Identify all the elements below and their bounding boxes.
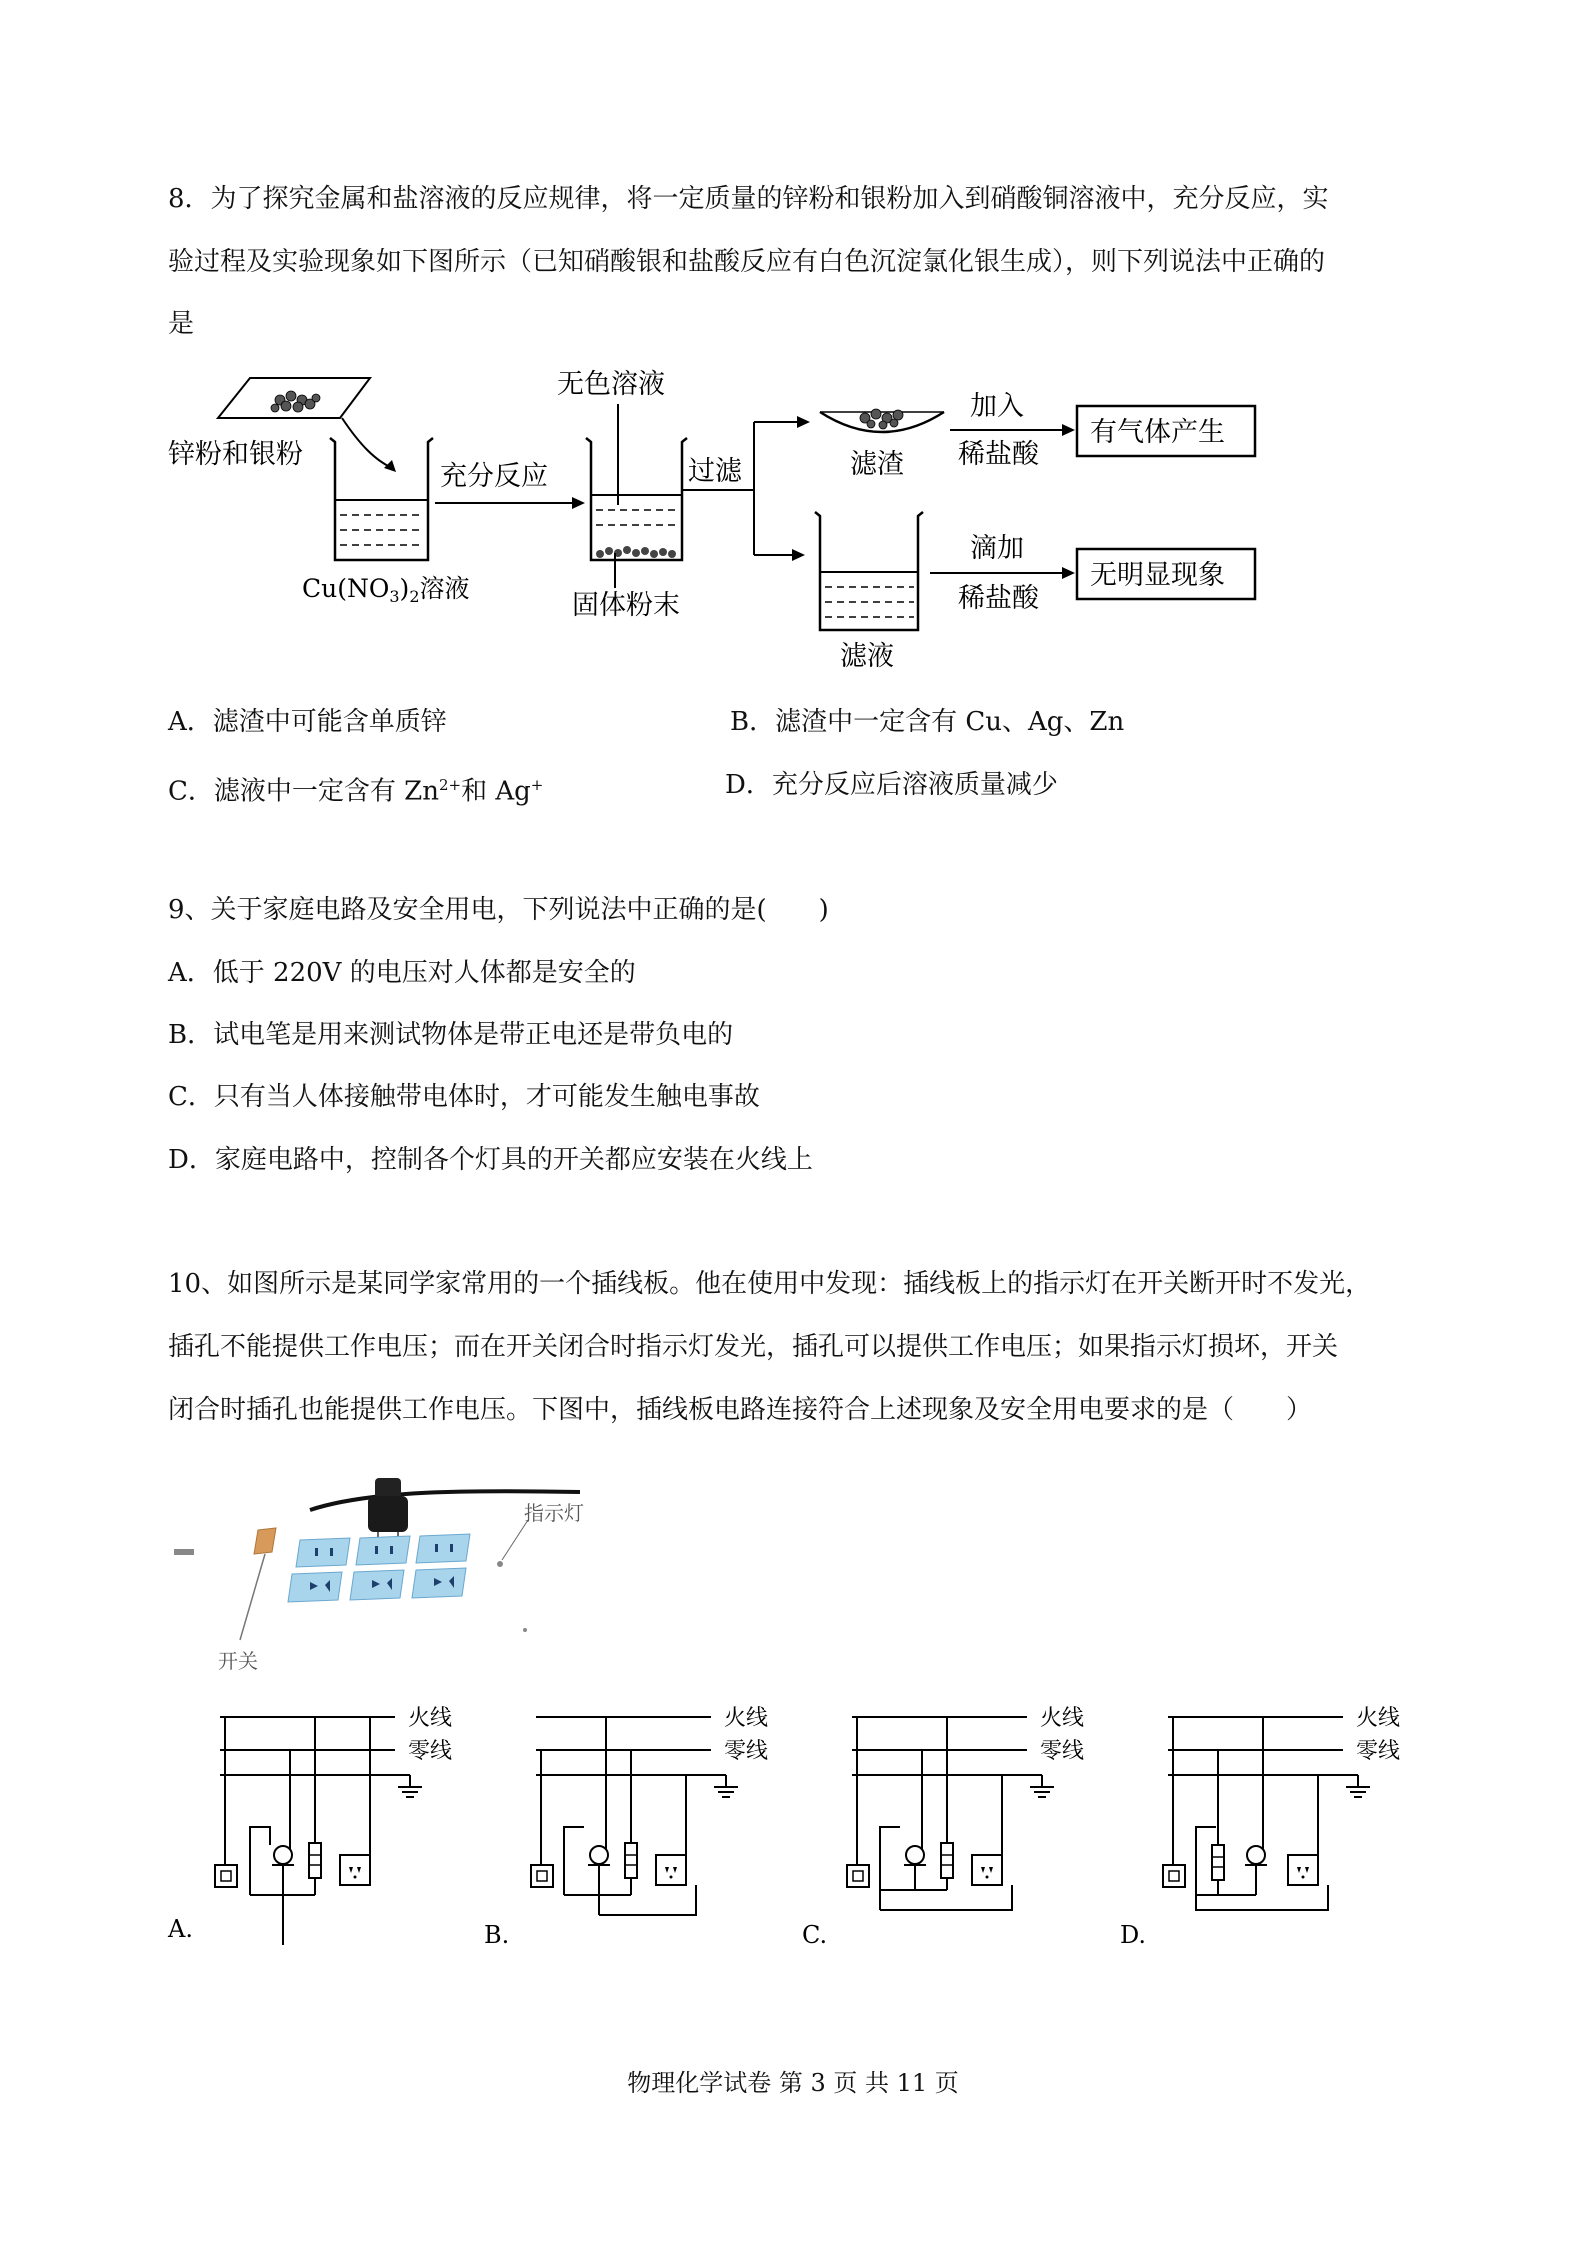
q8-option-d: D．充分反应后溶液质量减少: [725, 770, 1058, 800]
label-neutral-wire-a: 零线: [408, 1739, 453, 1764]
q9-stem: 9、关于家庭电路及安全用电，下列说法中正确的是( ): [168, 895, 829, 925]
label-live-wire-a: 火线: [408, 1706, 453, 1731]
label-switch: 开关: [218, 1649, 258, 1673]
circuit-option-c: [847, 1706, 1084, 1910]
label-solid-powder: 固体粉末: [572, 590, 680, 621]
circuit-options: [150, 1695, 1450, 1945]
option-label-d: D.: [1120, 1921, 1147, 1945]
circuit-option-b: [531, 1706, 768, 1915]
result-gas-produced: 有气体产生: [1090, 417, 1225, 448]
label-live-wire-b: 火线: [724, 1706, 769, 1731]
label-live-wire-d: 火线: [1356, 1706, 1401, 1731]
page-footer: 物理化学试卷 第 3 页 共 11 页: [627, 2069, 959, 2097]
label-filter: 过滤: [688, 456, 742, 487]
option-label-a: A.: [168, 1915, 193, 1943]
label-neutral-wire-b: 零线: [724, 1739, 769, 1764]
result-no-phenomenon: 无明显现象: [1090, 560, 1225, 591]
label-dilute-hcl-1: 稀盐酸: [958, 439, 1039, 470]
q9-option-c: C．只有当人体接触带电体时，才可能发生触电事故: [168, 1082, 760, 1112]
q9-option-b: B．试电笔是用来测试物体是带正电还是带负电的: [168, 1020, 734, 1050]
q10-stem-line1: 10、如图所示是某同学家常用的一个插线板。他在使用中发现：插线板上的指示灯在开关断开时不发光，: [168, 1269, 1372, 1299]
label-colorless-solution: 无色溶液: [557, 369, 665, 400]
q8-option-a: A．滤渣中可能含单质锌: [168, 707, 447, 737]
q8-stem-line1: 8．为了探究金属和盐溶液的反应规律，将一定质量的锌粉和银粉加入到硝酸铜溶液中，充分反应，实: [168, 184, 1329, 214]
label-neutral-wire-c: 零线: [1040, 1739, 1085, 1764]
circuit-option-a: [215, 1706, 452, 1945]
q8-option-c: C．滤液中一定含有 $Zn^{2+}$和 Ag+: [168, 776, 544, 807]
label-residue: 滤渣: [850, 449, 904, 480]
q8-option-b: B．滤渣中一定含有 Cu、Ag、Zn: [730, 707, 1125, 737]
q9-option-a: A．低于 220V 的电压对人体都是安全的: [168, 958, 636, 988]
label-cu-solution: $Cu(NO_3)_2$溶液: [302, 574, 470, 606]
label-indicator-light: 指示灯: [524, 1501, 584, 1525]
q8-stem-line2: 验过程及实验现象如下图所示（已知硝酸银和盐酸反应有白色沉淀氯化银生成），则下列说法中正确的: [168, 247, 1326, 277]
label-dilute-hcl-2: 稀盐酸: [958, 583, 1039, 614]
label-live-wire-c: 火线: [1040, 1706, 1085, 1731]
label-neutral-wire-d: 零线: [1356, 1739, 1401, 1764]
q9-option-d: D．家庭电路中，控制各个灯具的开关都应安装在火线上: [168, 1145, 813, 1175]
q8-stem-line3: 是: [168, 309, 195, 339]
label-zinc-silver: 锌粉和银粉: [168, 439, 303, 470]
power-strip-illustration: [170, 1470, 600, 1680]
q8-experiment-diagram: [160, 360, 1280, 680]
q10-stem-line2: 插孔不能提供工作电压；而在开关闭合时指示灯发光，插孔可以提供工作电压；如果指示灯损坏，开关: [168, 1332, 1339, 1362]
circuit-option-d: [1163, 1706, 1400, 1910]
label-add: 加入: [970, 391, 1024, 422]
label-full-reaction: 充分反应: [440, 461, 548, 492]
label-drip: 滴加: [970, 533, 1024, 564]
label-filtrate: 滤液: [840, 641, 894, 672]
option-label-c: C.: [802, 1921, 828, 1945]
q10-stem-line3: 闭合时插孔也能提供工作电压。下图中，插线板电路连接符合上述现象及安全用电要求的是（ ）: [168, 1395, 1313, 1425]
option-label-b: B.: [484, 1921, 510, 1945]
